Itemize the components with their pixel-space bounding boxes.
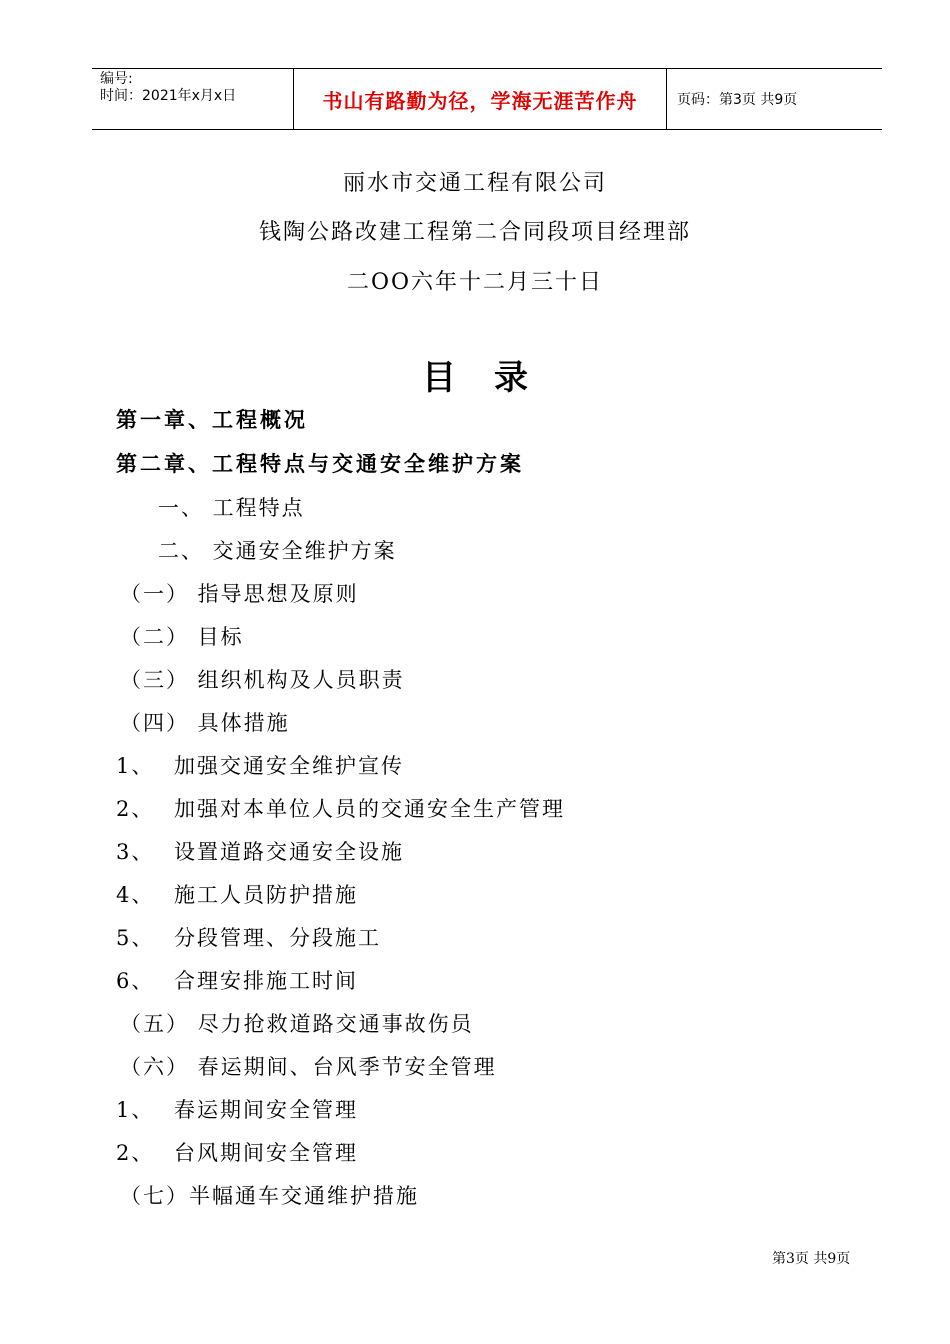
header-motto-cell <box>293 69 667 129</box>
toc-title: 目录 <box>422 358 566 398</box>
toc-item: 2、 加强对本单位人员的交通安全生产管理 <box>116 797 565 821</box>
toc-item: 一、 工程特点 <box>158 496 305 520</box>
document-time-label: 时间：2021年x月x日 <box>100 88 237 104</box>
toc-item: 1、 春运期间安全管理 <box>116 1098 358 1122</box>
header-table <box>92 68 882 130</box>
header-page-number: 页码：第3页 共9页 <box>677 92 798 108</box>
document-date: 二OO六年十二月三十日 <box>346 270 604 295</box>
toc-item: 第二章、工程特点与交通安全维护方案 <box>116 452 524 476</box>
document-number-label: 编号: <box>100 71 133 87</box>
footer-page-number: 第3页 共9页 <box>772 1251 851 1267</box>
department-name: 钱陶公路改建工程第二合同段项目经理部 <box>258 220 691 245</box>
toc-item: 4、 施工人员防护措施 <box>116 883 358 907</box>
toc-item: （二） 目标 <box>120 625 244 649</box>
header-page-cell <box>667 69 892 129</box>
toc-item: （四） 具体措施 <box>120 711 290 735</box>
toc-item: （七）半幅通车交通维护措施 <box>120 1184 419 1208</box>
toc-item: （三） 组织机构及人员职责 <box>120 668 405 692</box>
toc-item: （一） 指导思想及原则 <box>120 582 359 606</box>
toc-item: 5、 分段管理、分段施工 <box>116 926 381 950</box>
toc-item: 二、 交通安全维护方案 <box>158 539 397 563</box>
toc-item: （五） 尽力抢救道路交通事故伤员 <box>120 1012 474 1036</box>
company-name: 丽水市交通工程有限公司 <box>342 171 607 196</box>
header-motto: 书山有路勤为径，学海无涯苦作舟 <box>322 88 638 113</box>
toc-item: 第一章、工程概况 <box>116 408 308 432</box>
toc-item: （六） 春运期间、台风季节安全管理 <box>120 1055 497 1079</box>
header-info-cell <box>92 69 292 129</box>
toc-item: 3、 设置道路交通安全设施 <box>116 840 404 864</box>
toc-item: 6、 合理安排施工时间 <box>116 969 358 993</box>
toc-item: 1、 加强交通安全维护宣传 <box>116 754 404 778</box>
toc-item: 2、 台风期间安全管理 <box>116 1141 358 1165</box>
